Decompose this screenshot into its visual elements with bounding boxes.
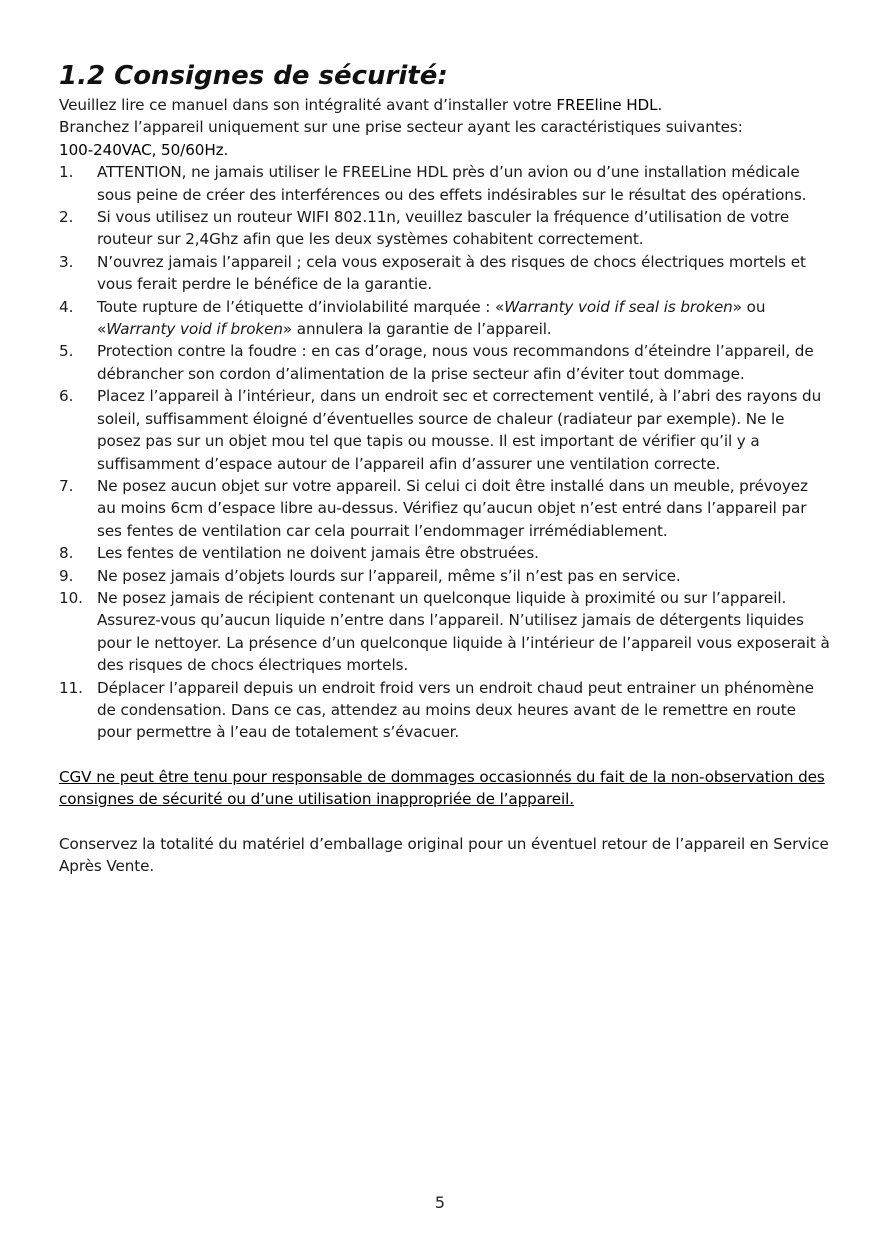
intro-punct: . (657, 96, 663, 114)
list-item: 5. Protection contre la foudre : en cas d’orage, nous vous recommandons d’éteindre l’appareil, de débrancher son cordon d’alimentation de la prise secteur afin d’éviter tout dommage. (59, 342, 814, 383)
liability-warning: CGV ne peut être tenu pour responsable de dommages occasionnés du fait de la non-observation des consignes de sécurité ou d’une utilisation inappropriée de l’appareil. (59, 767, 825, 809)
list-item: 4. Toute rupture de l’étiquette d’inviolabilité marquée : «Warranty void if seal is broken» ou «Warranty void if broken» annulera la garantie de l’appareil. (59, 297, 766, 339)
list-item: 8. Les fentes de ventilation ne doivent jamais être obstruées. (59, 544, 539, 563)
intro-line-2: Branchez l’appareil uniquement sur une prise secteur ayant les caractéristiques suivantes: (59, 118, 743, 137)
list-item: 3. N’ouvrez jamais l’appareil ; cela vous exposerait à des risques de chocs électriques mortels et vous ferait perdre le bénéfice de la garantie. (59, 252, 806, 294)
spacer (59, 811, 831, 833)
list-item: 9. Ne posez jamais d’objets lourds sur l’appareil, même s’il n’est pas en service. (59, 566, 681, 585)
list-item: 11. Déplacer l’appareil depuis un endroit froid vers un endroit chaud peut entrainer un phénomène de condensation. Dans ce cas, attendez au moins deux heures avant de le remettre en route pour permettre à l’eau de totalement s’évacuer. (59, 678, 814, 742)
packaging-note: Conservez la totalité du matériel d’emballage original pour un éventuel retour de l’appareil en Service Après Vente. (59, 834, 829, 875)
intro-line-1 (59, 94, 831, 116)
list-item: 7. Ne posez aucun objet sur votre appareil. Si celui ci doit être installé dans un meuble, prévoyez au moins 6cm d’espace libre au-dessus. Vérifiez qu’aucun objet n’est entré dans l’appareil par ses fentes de ventilation car cela pourrait l’endommager irrémédiablement. (59, 476, 808, 540)
list-item: 2. Si vous utilisez un routeur WIFI 802.11n, veuillez basculer la fréquence d’utilisation de votre routeur sur 2,4Ghz afin que les deux systèmes cohabitent correctement. (59, 208, 790, 249)
intro-text: Veuillez lire ce manuel dans son intégralité avant d’installer votre (59, 96, 557, 114)
list-item: 6. Placez l’appareil à l’intérieur, dans un endroit sec et correctement ventilé, à l’abri des rayons du soleil, suffisamment éloigné d’éventuelles source de chaleur (radiateur par exemple). Ne le posez pas sur un objet mou tel que tapis ou mousse. Il est important de vérifier qu’il y a suffisamment d’espace autour de l’appareil afin d’assurer une ventilation correcte. (59, 387, 822, 473)
power-spec-punct: . (223, 140, 229, 159)
spacer (59, 744, 831, 766)
document-page (59, 58, 831, 877)
page-number: 5 (434, 1193, 446, 1212)
product-name: FREEline HDL (556, 96, 658, 114)
list-item: 10. Ne posez jamais de récipient contenant un quelconque liquide à proximité ou sur l’appareil. Assurez-vous qu’aucun liquide n’entre dans l’appareil. N’utilisez jamais de détergents liquides pour le nettoyer. La présence d’un quelconque liquide à l’intérieur de l’appareil vous exposerait à des risques de chocs électriques mortels. (59, 588, 830, 675)
safety-rules-list (59, 161, 831, 744)
power-spec: 100-240VAC, 50/60Hz (59, 140, 224, 159)
list-item: 1. ATTENTION, ne jamais utiliser le FREELine HDL près d’un avion ou d’une installation médicale sous peine de créer des interférences ou des effets indésirables sur le résultat des opérations. (59, 163, 807, 204)
intro-line-3 (59, 139, 831, 161)
section-title: 1.2 Consignes de sécurité: (59, 61, 448, 91)
